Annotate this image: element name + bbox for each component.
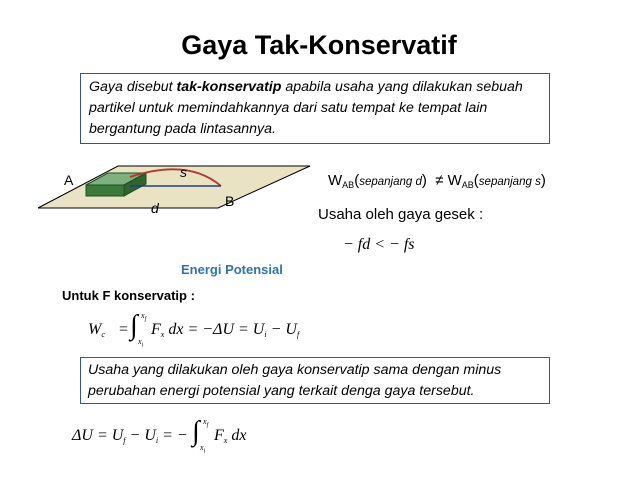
f1-eq: = [118,321,129,338]
page-title: Gaya Tak-Konservatif [181,30,457,60]
conservative-label-text: Untuk F konservatip : [62,288,195,303]
definition-text-2: apabila usaha yang dilakukan sebuah partikel untuk memindahkannya dari satu tempat ke tempat lain bergantung pada lintasannya. [89,79,523,137]
f1-upper: $x_f$ [141,311,147,323]
block-front [86,185,124,196]
friction-text: Usaha oleh gaya gesek : [318,206,484,223]
f2-integrand: Fx dx [214,427,247,445]
f2-lhs: ΔU = Uf − Ui = − [72,427,188,445]
w-sub-2: AB [461,180,474,190]
label-s: s [180,164,187,180]
work-inequality: $W_{AB}(sepanjang$ $d) \ne W_{AB}(sepanjang$ s) [328,172,546,190]
definition-box [80,73,550,144]
not-equal-sign: ≠ [435,172,444,189]
label-d: d [151,200,159,216]
w-sub-1: AB [342,180,355,190]
condition-s: sepanjang s [478,176,541,188]
f2-upper: $x_f$ [203,417,209,429]
label-b: B [225,193,235,209]
w-symbol-2: W [447,172,462,189]
condition-d: sepanjang d [359,176,422,188]
f1-integral: ∫ [130,310,138,341]
conservative-label [62,288,195,303]
plane-surface [38,166,310,208]
statement-box [80,357,550,404]
f1-integrand: Fx dx = −ΔU = Ui − Uf [151,321,300,339]
w-symbol-1: W [328,172,343,189]
formula-potential-energy [72,416,312,455]
statement-text: Usaha yang dilakukan oleh gaya konservatip sama dengan minus perubahan energi potensial yang terkait denga gaya tersebut. [88,362,502,399]
friction-formula: − fd < − fs [343,236,415,253]
f2-lower: $x_i$ [200,443,206,455]
energy-heading: Energi Potensial [181,262,283,277]
f2-integral: ∫ [192,416,200,447]
f1-lhs: Wc [88,321,105,339]
path-diagram [38,160,318,220]
definition-text-1: Gaya disebut [89,79,177,95]
label-a: A [64,172,74,188]
definition-bold-term: tak-konservatip [176,79,282,95]
f1-lower: $x_i$ [138,337,144,349]
